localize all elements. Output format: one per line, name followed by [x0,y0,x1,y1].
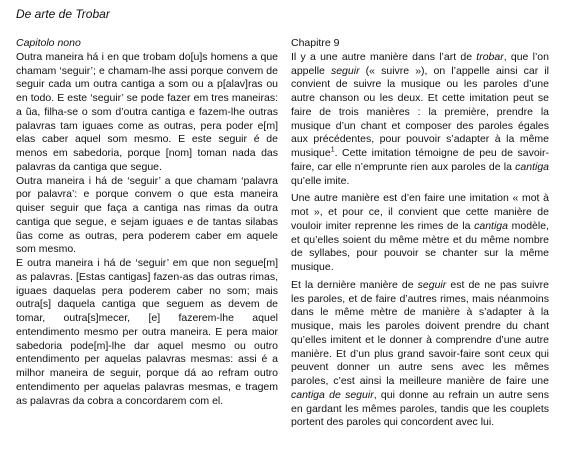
text-run: Outra maneira há i en que trobam do[u]s homens a que chamam ‘seguir’; e chamam-lhe assi porque convem de seguir cada um outra cantiga a som ou a p[alav]ras ou en todo. E este ‘seguir’ se pode fazer em tres maneiras: a ũa, filha-se o som d’outra cantiga e fazem-lhe outras palavras tam iguaes come as outras, pera poder e[m] elas caber aquel som mesmo. E este seguir é de menos em sabedoria, porque [nom] toman nada das palavras da cantiga que segue. [16,50,278,173]
paragraph-list [16,51,278,409]
text-run: , que l’on appelle [291,50,549,77]
text-run: trobar [476,50,504,63]
text-run: E outra maneira i há de ‘seguir’ em que non segue[m] as palavras. [Estas cantigas] fazen-as das outras rimas, iguaes daquelas pera poderem caber no som; mais outra[s] daquela cantiga que seguem as devem de tomar, outra[s]mecer, [e] fazerem-lhe aquel entendimento mesmo per outra maneira. E pera maior sabedoria pode[m]-lhe dar aquel mesmo ou outro entendimento per aquelas palavras mesmas: assi é a milhor maneira de seguir, porque dá ao refram outro entendimento per aquelas palavras mesmas, e tragem as palavras da cobra a concordarem com el. [16,257,278,407]
text-run: (« suivre »), on l’appelle ainsi car il convient de suivre la musique ou les paroles d’une autre chanson ou les deux. Et cette imitation peut se faire de trois manières : la première, prendre la musique d’un chant et composer des paroles égales aux précédentes, pour pouvoir s’adapter à la même musique [291,64,549,159]
text-run: cantiga [515,160,549,173]
chapter-heading-portuguese: Capitolo nono [16,37,81,49]
text-run: . Cette imitation témoigne de peu de savoir-faire, car elle n’emprunte rien aux paroles de la [291,147,549,173]
chapter-heading-french: Chapitre 9 [291,37,340,49]
text-run: modèle, et qu’elles soient du même mètre et du même nombre de syllabes, pour pouvoir se chanter sur la même musique. [291,219,549,273]
text-run: Il y a une autre manière dans l’art de [291,50,477,63]
paragraph [291,51,549,189]
text-run: cantiga [474,219,508,232]
paragraph [16,175,278,258]
text-run: qu’elle imite. [291,174,350,187]
text-run: cantiga de seguir [291,388,374,401]
footnote-marker: 1 [330,146,335,154]
text-run: , qui donne au refrain un autre sens en gardant les mêmes paroles, tandis que les couplets portent des paroles qui concordent avec lui. [291,388,549,429]
text-run: Une autre manière est d’en faire une imitation « mot à mot », et pour ce, il convient que cette manière de vouloir imiter reprenne les rimes de la [291,192,549,232]
french-column [291,37,549,430]
paragraph [291,279,549,430]
paragraph [16,257,278,408]
text-run: seguir [417,278,447,291]
book-title: De arte de Trobar [16,7,110,21]
text-run: est de ne pas suivre les paroles, et de faire d’autres rimes, mais néanmoins dans le même mètre de manière à s’adapter à la musique, mais les paroles doivent prendre du chant qu’elles imitent et le donner à comprendre d’une autre manière. Et d’un plus grand savoir-faire sont ceux qui peuvent donner un autre sens avec les mêmes paroles, c’est ainsi la meilleure manière de faire une [291,278,549,387]
text-run: Et la dernière manière de [291,278,418,291]
portuguese-column [16,37,278,408]
text-run: Outra maneira i há de ‘seguir’ a que chamam ‘palavra por palavra’: e porque convem o que esta maneira quiser seguir que faça a cantiga nas rimas da outra cantiga que segue, e sejam iguaes e de tantas silabas ũas come as outras, pera poderem caber em aquele som mesmo. [16,174,278,256]
paragraph [291,192,549,275]
paragraph-list [291,51,549,430]
paragraph [16,51,278,175]
text-run: seguir [330,64,360,77]
